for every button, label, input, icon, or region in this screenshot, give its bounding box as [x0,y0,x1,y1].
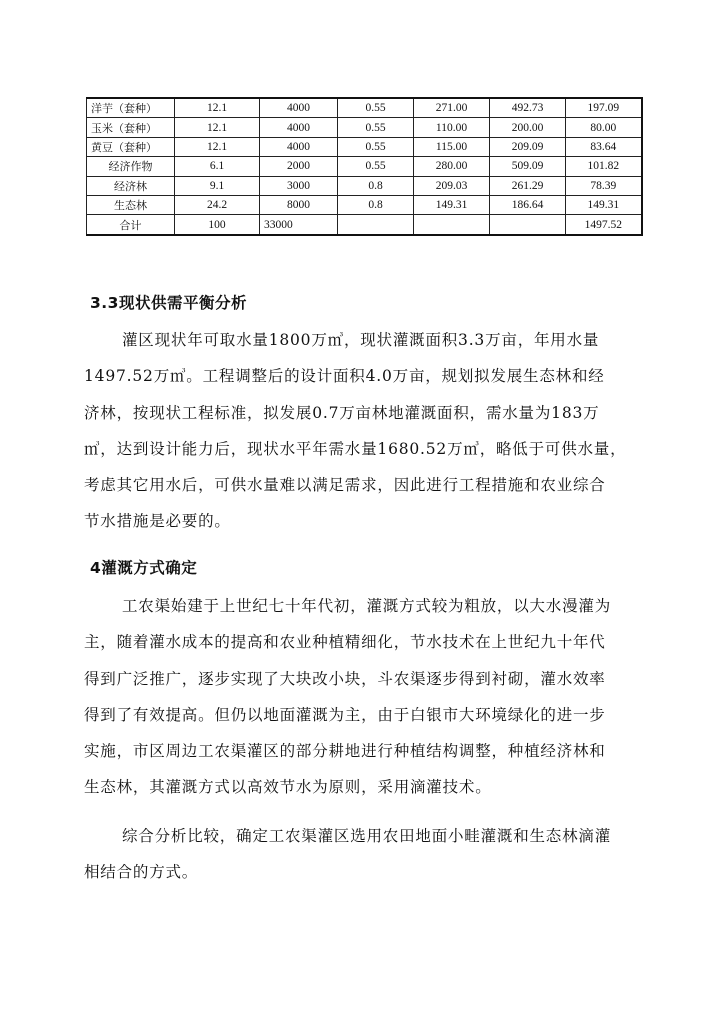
table-cell: 0.8 [338,195,414,214]
table-cell: 6.1 [175,157,260,176]
table-cell: 0.55 [338,98,414,118]
table-cell [338,215,414,235]
table-cell: 9.1 [175,176,260,195]
section-heading-4: 4灌溉方式确定 [90,559,198,577]
table-cell: 492.73 [490,98,566,118]
table-cell [490,215,566,235]
table-cell: 洋芋（套种） [87,98,175,118]
text-line: 生态林，其灌溉方式以高效节水为原则，采用滴灌技术。 [84,778,492,797]
table-cell: 261.29 [490,176,566,195]
table-cell: 4000 [260,137,338,156]
table-cell: 玉米（套种） [87,118,175,137]
table-cell: 0.8 [338,176,414,195]
table-cell: 0.55 [338,118,414,137]
table-cell: 12.1 [175,98,260,118]
paragraph-supply-demand [84,322,644,540]
table-cell: 280.00 [414,157,490,176]
table-cell: 83.64 [566,137,642,156]
table-cell: 黄豆（套种） [87,137,175,156]
table-cell: 115.00 [414,137,490,156]
text-line: 节水措施是必要的。 [84,512,231,531]
table-cell: 12.1 [175,137,260,156]
table-cell: 4000 [260,98,338,118]
table-row [87,157,642,176]
table-cell: 197.09 [566,98,642,118]
paragraph-conclusion [84,818,644,891]
table-cell: 78.39 [566,176,642,195]
table-row [87,98,642,118]
text-line: 灌区现状年可取水量1800万㎥，现状灌溉面积3.3万亩，年用水量 [122,331,600,349]
text-line: 得到了有效提高。但仍以地面灌溉为主，由于白银市大环境绿化的进一步 [84,705,606,724]
text-line: 考虑其它用水后，可供水量难以满足需求，因此进行工程措施和农业综合 [84,476,606,495]
table-cell: 200.00 [490,118,566,137]
table-cell: 0.55 [338,157,414,176]
text-line: 实施，市区周边工农渠灌区的部分耕地进行种植结构调整，种植经济林和 [84,742,606,761]
table-cell: 0.55 [338,137,414,156]
table-cell: 12.1 [175,118,260,137]
table-cell: 100 [175,215,260,235]
table-cell: 3000 [260,176,338,195]
text-line: 相结合的方式。 [84,863,199,882]
table-cell: 186.64 [490,195,566,214]
paragraph-irrigation-history [84,588,644,806]
table-cell: 509.09 [490,157,566,176]
table-cell: 4000 [260,118,338,137]
table-cell: 合计 [87,215,175,235]
table-cell: 110.00 [414,118,490,137]
table-cell: 209.03 [414,176,490,195]
text-line: 工农渠始建于上世纪七十年代初，灌溉方式较为粗放，以大水漫灌为 [122,597,612,615]
table-cell: 经济林 [87,176,175,195]
table-row [87,137,642,156]
table-cell: 1497.52 [566,215,642,235]
text-line: 济林，按现状工程标准，拟发展0.7万亩林地灌溉面积，需水量为183万 [84,403,600,422]
table-row [87,118,642,137]
table-cell: 271.00 [414,98,490,118]
table-cell: 101.82 [566,157,642,176]
text-line: ㎥，达到设计能力后，现状水平年需水量1680.52万㎥，略低于可供水量， [84,439,627,458]
text-line: 1497.52万㎥。工程调整后的设计面积4.0万亩，规划拟发展生态林和经 [84,367,605,386]
text-line: 综合分析比较，确定工农渠灌区选用农田地面小畦灌溉和生态林滴灌 [122,827,612,845]
table-cell: 209.09 [490,137,566,156]
table-row [87,195,642,214]
text-line: 得到广泛推广，逐步实现了大块改小块，斗农渠逐步得到衬砌，灌水效率 [84,669,606,688]
table-cell: 生态林 [87,195,175,214]
table-cell: 80.00 [566,118,642,137]
table-cell: 149.31 [566,195,642,214]
text-line: 主，随着灌水成本的提高和农业种植精细化，节水技术在上世纪九十年代 [84,633,606,652]
table-cell: 经济作物 [87,157,175,176]
table-cell [414,215,490,235]
table-row-total [87,215,642,235]
table-row [87,176,642,195]
table-cell: 149.31 [414,195,490,214]
table-cell: 8000 [260,195,338,214]
table-cell: 33000 [260,215,338,235]
table-cell: 2000 [260,157,338,176]
water-demand-table [86,97,643,236]
table-cell: 24.2 [175,195,260,214]
section-heading-3-3: 3.3现状供需平衡分析 [90,294,247,312]
